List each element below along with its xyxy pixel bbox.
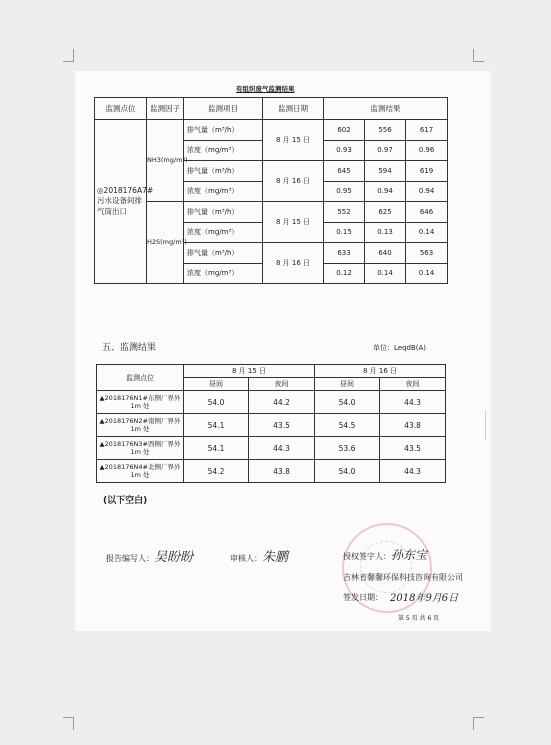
monitoring-point: ▲2018176N4#北侧厂界外 1m 处 <box>97 460 184 483</box>
reviewer-name: 朱鹏 <box>262 550 289 565</box>
value-cell: 53.6 <box>315 437 380 460</box>
header-cell: 夜间 <box>249 378 315 391</box>
blank-note: (以下空白) <box>103 496 148 506</box>
header-cell: 监测结果 <box>324 98 448 120</box>
crop-mark <box>63 717 74 730</box>
header-cell: 监测点位 <box>95 98 147 120</box>
value-cell: 54.0 <box>315 460 380 483</box>
header-cell: 8 月 15 日 <box>184 365 315 378</box>
value-cell: 44.3 <box>249 437 315 460</box>
value-cell: 552 <box>324 202 365 223</box>
item-cell: 浓度（mg/m³） <box>184 140 263 161</box>
date-cell: 8 月 15 日 <box>263 120 324 161</box>
item-cell: 浓度（mg/m³） <box>184 181 263 202</box>
value-cell: 54.2 <box>184 460 249 483</box>
value-cell: 617 <box>406 120 448 141</box>
value-cell: 54.1 <box>184 437 249 460</box>
value-cell: 0.96 <box>406 140 448 161</box>
compiler-label: 报告编写人： <box>106 554 154 563</box>
header-cell: 夜间 <box>380 378 446 391</box>
value-cell: 640 <box>365 243 406 264</box>
monitoring-point: ◎2018176A7#污水设备间排气筒出口 <box>95 120 147 284</box>
value-cell: 625 <box>365 202 406 223</box>
date-cell: 8 月 15 日 <box>263 202 324 243</box>
issue-date: 2018年9月6日 <box>390 593 459 604</box>
value-cell: 44.2 <box>249 391 315 414</box>
date-cell: 8 月 16 日 <box>263 243 324 284</box>
value-cell: 43.8 <box>249 460 315 483</box>
value-cell: 54.1 <box>184 414 249 437</box>
item-cell: 排气量（m³/h） <box>184 243 263 264</box>
authorizer-name: 孙东宝 <box>391 548 428 562</box>
value-cell: 633 <box>324 243 365 264</box>
value-cell: 43.8 <box>380 414 446 437</box>
authorizer-label: 授权签字人： <box>343 552 391 561</box>
header-cell: 昼间 <box>315 378 380 391</box>
reviewer-label: 审核人： <box>230 554 262 563</box>
value-cell: 0.13 <box>365 222 406 243</box>
table-row <box>95 202 448 223</box>
crop-mark <box>473 49 484 62</box>
item-cell: 排气量（m³/h） <box>184 161 263 182</box>
value-cell: 594 <box>365 161 406 182</box>
value-cell: 0.94 <box>406 181 448 202</box>
value-cell: 556 <box>365 120 406 141</box>
item-cell: 浓度（mg/m³） <box>184 222 263 243</box>
header-cell: 监测因子 <box>147 98 184 120</box>
noise-results-table <box>96 364 446 483</box>
monitoring-point: ▲2018176N1#东侧厂界外 1m 处 <box>97 391 184 414</box>
compiler-signature <box>106 546 193 565</box>
monitoring-point: ▲2018176N3#西侧厂界外 1m 处 <box>97 437 184 460</box>
exhaust-results-table <box>94 97 448 284</box>
header-cell: 监测点位 <box>97 365 184 391</box>
header-cell: 昼间 <box>184 378 249 391</box>
reviewer-signature <box>230 546 288 565</box>
monitoring-point: ▲2018176N2#南侧厂界外 1m 处 <box>97 414 184 437</box>
value-cell: 43.5 <box>380 437 446 460</box>
value-cell: 0.93 <box>324 140 365 161</box>
header-cell: 监测项目 <box>184 98 263 120</box>
value-cell: 0.97 <box>365 140 406 161</box>
date-cell: 8 月 16 日 <box>263 161 324 202</box>
seam-seal-mark <box>485 410 492 440</box>
value-cell: 44.3 <box>380 460 446 483</box>
value-cell: 0.14 <box>406 222 448 243</box>
item-cell: 排气量（m³/h） <box>184 202 263 223</box>
value-cell: 54.0 <box>315 391 380 414</box>
value-cell: 0.14 <box>365 263 406 284</box>
authorizer-signature <box>343 546 427 563</box>
value-cell: 602 <box>324 120 365 141</box>
company-name: 吉林省馨馨环保科技咨询有限公司 <box>343 573 463 582</box>
table1-title: 有组织废气监测结果 <box>236 85 295 93</box>
table-row <box>97 414 446 437</box>
header-cell: 监测日期 <box>263 98 324 120</box>
value-cell: 43.5 <box>249 414 315 437</box>
value-cell: 619 <box>406 161 448 182</box>
value-cell: 0.15 <box>324 222 365 243</box>
page-number: 第 5 页 共 6 页 <box>398 615 440 622</box>
crop-mark <box>473 717 484 730</box>
unit-label: 单位：LeqdB(A) <box>373 344 427 352</box>
value-cell: 563 <box>406 243 448 264</box>
compiler-name: 吴盼盼 <box>154 550 194 565</box>
table-row <box>97 391 446 414</box>
crop-mark <box>63 49 74 62</box>
value-cell: 645 <box>324 161 365 182</box>
value-cell: 54.5 <box>315 414 380 437</box>
table-row <box>97 460 446 483</box>
value-cell: 54.0 <box>184 391 249 414</box>
table-row <box>97 437 446 460</box>
value-cell: 0.94 <box>365 181 406 202</box>
table-row <box>95 120 448 141</box>
item-cell: 浓度（mg/m³） <box>184 263 263 284</box>
value-cell: 646 <box>406 202 448 223</box>
factor-cell: NH3(mg/m³) <box>147 120 184 202</box>
value-cell: 44.3 <box>380 391 446 414</box>
section5-title: 五、监测结果 <box>102 343 157 353</box>
table-header-row <box>95 98 448 120</box>
table-header-row <box>97 365 446 378</box>
issue-label: 签发日期： <box>343 593 383 602</box>
header-cell: 8 月 16 日 <box>315 365 446 378</box>
item-cell: 排气量（m³/h） <box>184 120 263 141</box>
value-cell: 0.95 <box>324 181 365 202</box>
value-cell: 0.14 <box>406 263 448 284</box>
value-cell: 0.12 <box>324 263 365 284</box>
factor-cell: H2S(mg/m³) <box>147 202 184 284</box>
